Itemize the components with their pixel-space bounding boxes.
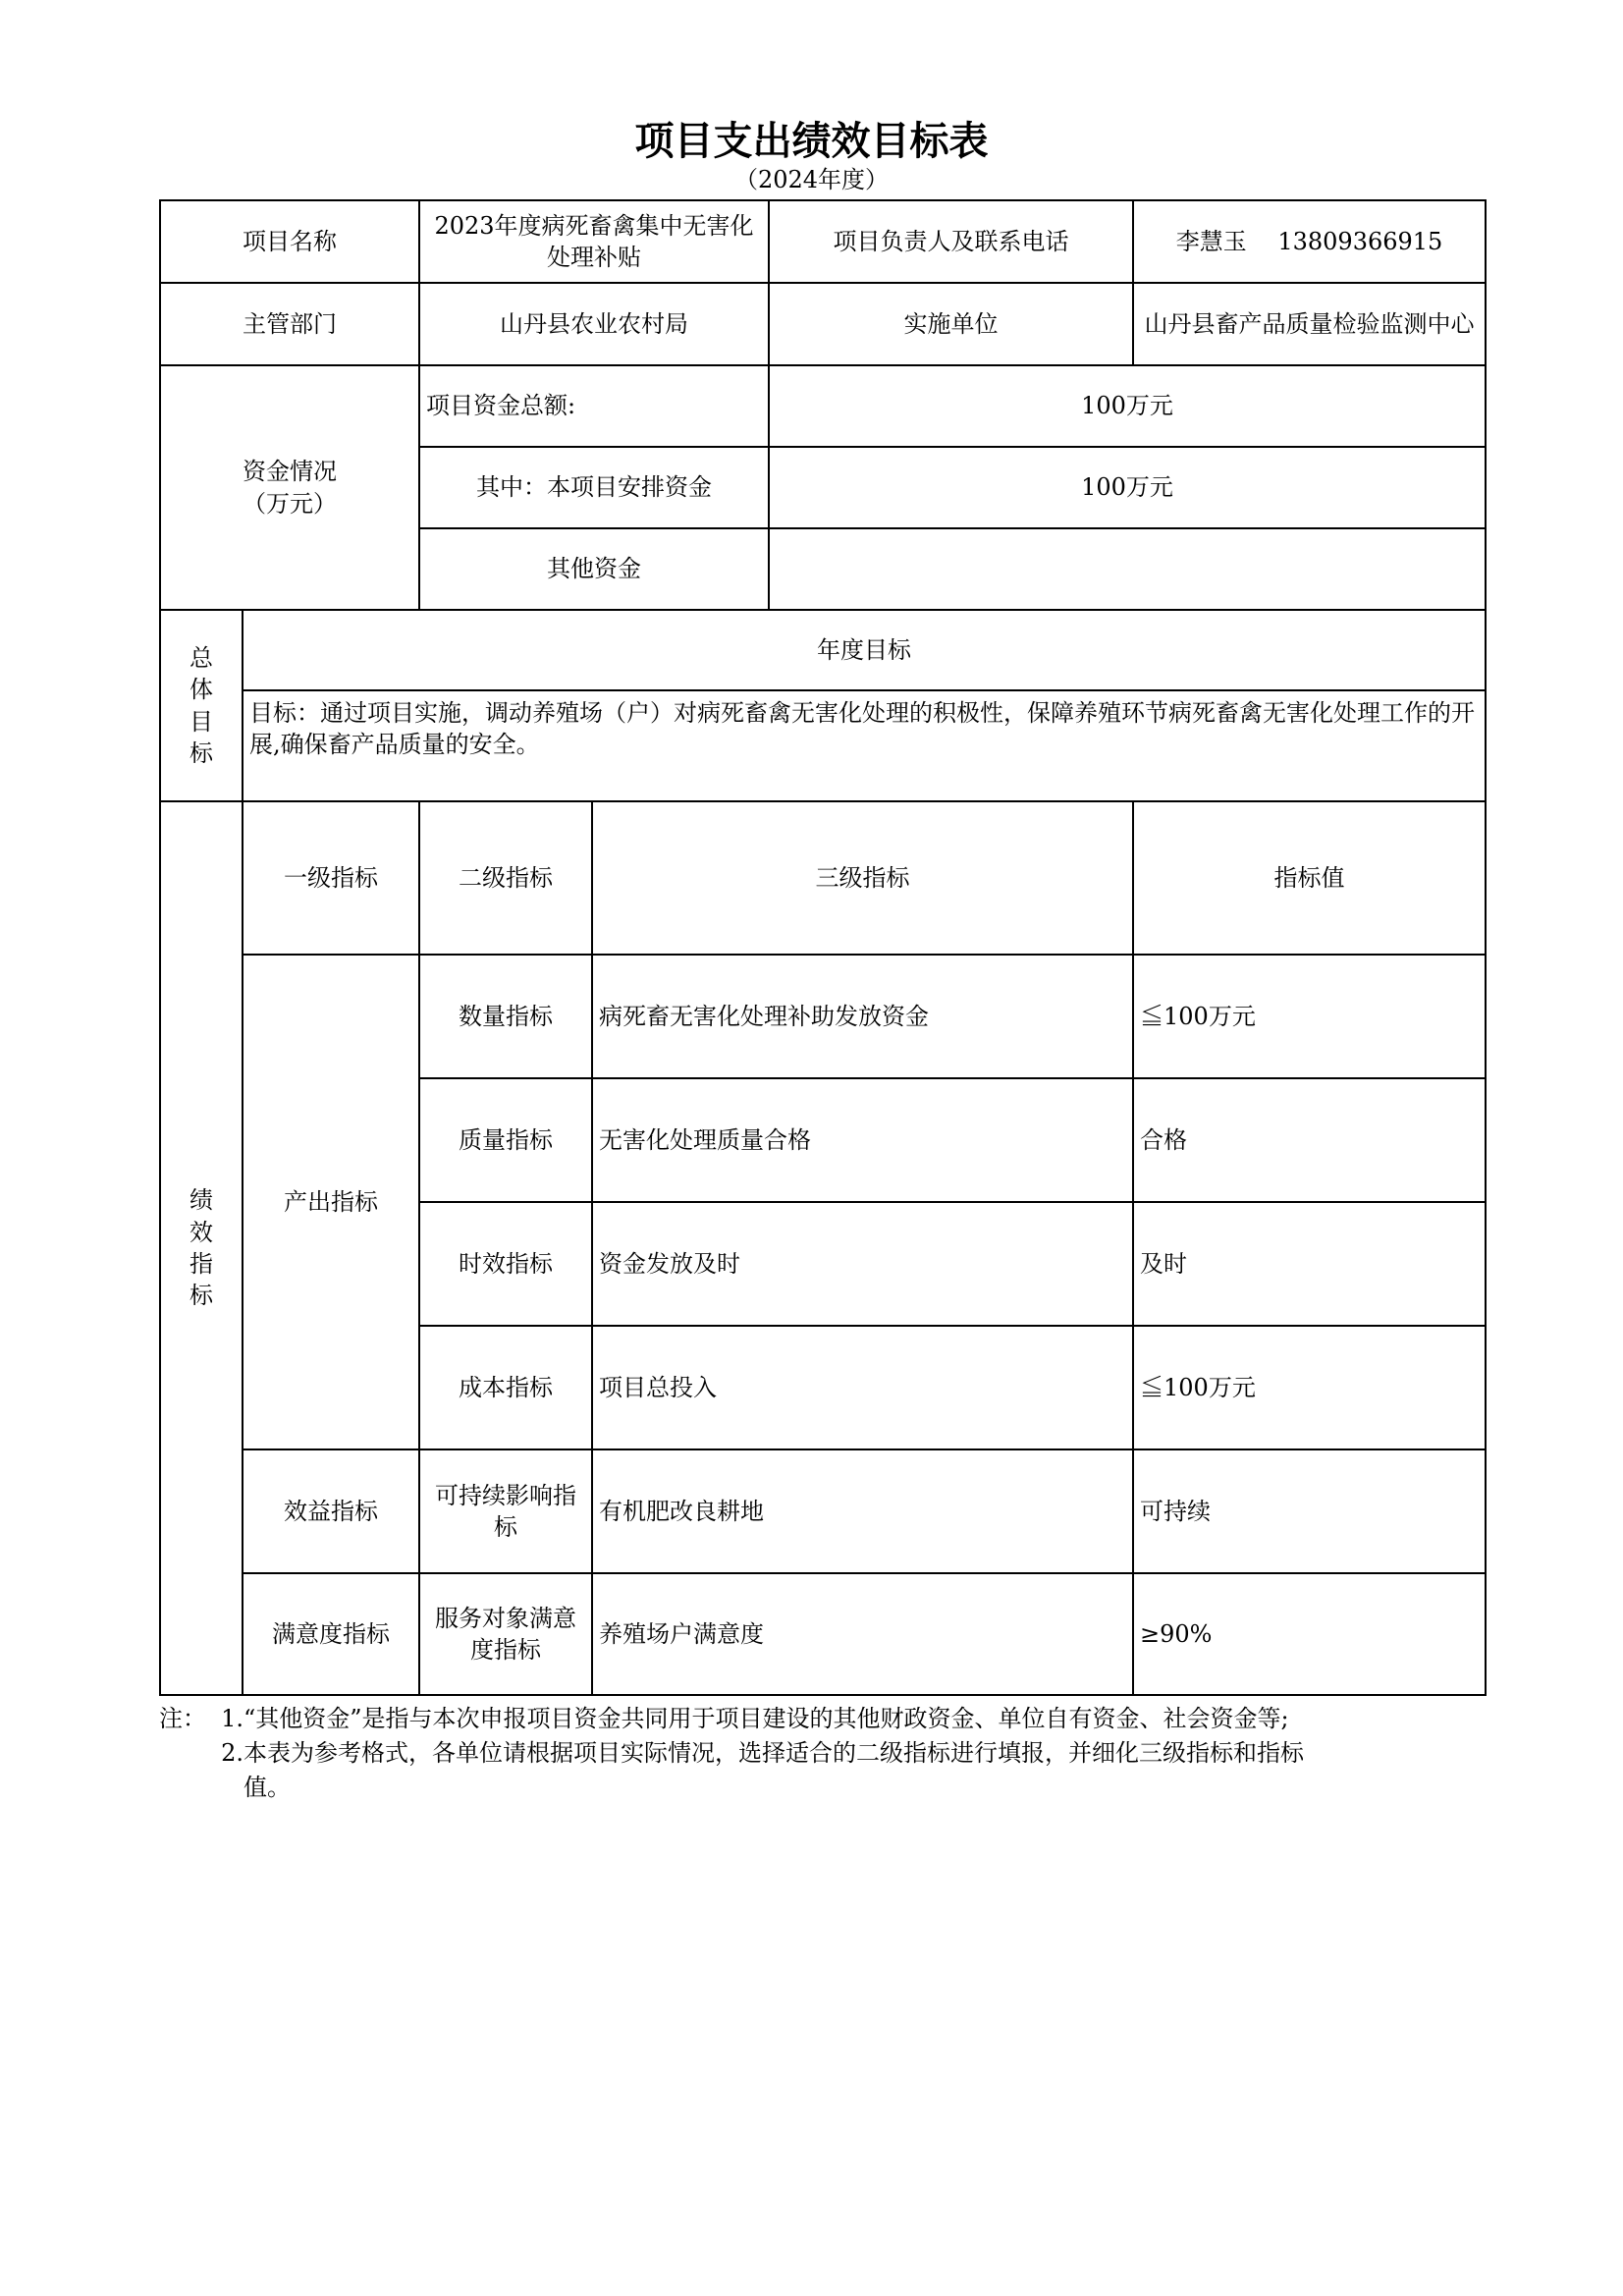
footnotes bbox=[159, 1702, 1318, 1804]
funds-label-line1: 资金情况 bbox=[243, 458, 337, 486]
level3-cell: 资金发放及时 bbox=[592, 1202, 1133, 1326]
footnote-text: 本表为参考格式，各单位请根据项目实际情况，选择适合的二级指标进行填报，并细化三级指标和指标值。 bbox=[243, 1738, 1304, 1801]
funds-label-line2: （万元） bbox=[243, 489, 337, 518]
page-title: 项目支出绩效目标表 bbox=[634, 119, 989, 164]
indicators-label-char: 指 bbox=[189, 1250, 213, 1278]
level2-cell: 质量指标 bbox=[419, 1078, 592, 1202]
project-name-value: 2023年度病死畜禽集中无害化处理补贴 bbox=[419, 200, 769, 283]
funds-arranged-value: 100万元 bbox=[769, 447, 1486, 528]
level2-cell: 服务对象满意度指标 bbox=[419, 1573, 592, 1695]
overall-label-char: 目 bbox=[189, 707, 213, 736]
level3-cell: 无害化处理质量合格 bbox=[592, 1078, 1133, 1202]
funds-other-label: 其他资金 bbox=[419, 528, 769, 610]
overall-target-label bbox=[160, 610, 243, 801]
indicators-label-char: 标 bbox=[189, 1282, 213, 1310]
value-cell: ≥90% bbox=[1133, 1573, 1486, 1695]
impl-unit-value: 山丹县畜产品质量检验监测中心 bbox=[1133, 283, 1486, 365]
project-name-label: 项目名称 bbox=[160, 200, 419, 283]
funds-label bbox=[160, 365, 419, 610]
funds-arranged-label: 其中：本项目安排资金 bbox=[419, 447, 769, 528]
value-cell: 可持续 bbox=[1133, 1449, 1486, 1573]
impl-unit-label: 实施单位 bbox=[769, 283, 1133, 365]
footnote-number: 1. bbox=[221, 1705, 243, 1732]
header-level1: 一级指标 bbox=[243, 801, 419, 955]
footnote-prefix: 注： bbox=[159, 1705, 206, 1732]
funds-total-value: 100万元 bbox=[769, 365, 1486, 447]
funds-total-label: 项目资金总额: bbox=[419, 365, 769, 447]
level3-cell: 有机肥改良耕地 bbox=[592, 1449, 1133, 1573]
indicators-label bbox=[160, 801, 243, 1695]
indicators-label-char: 绩 bbox=[189, 1186, 213, 1215]
level2-cell: 成本指标 bbox=[419, 1326, 592, 1449]
output-indicator-label: 产出指标 bbox=[243, 955, 419, 1449]
overall-label-char: 总 bbox=[189, 643, 213, 672]
level3-cell: 项目总投入 bbox=[592, 1326, 1133, 1449]
header-value: 指标值 bbox=[1133, 801, 1486, 955]
footnote-number: 2. bbox=[221, 1738, 243, 1767]
value-cell: 合格 bbox=[1133, 1078, 1486, 1202]
benefit-indicator-label: 效益指标 bbox=[243, 1449, 419, 1573]
footnote-text: “其他资金”是指与本次申报项目资金共同用于项目建设的其他财政资金、单位自有资金、社会资金等; bbox=[243, 1705, 1289, 1732]
funds-other-value bbox=[769, 528, 1486, 610]
year-target-label: 年度目标 bbox=[243, 610, 1486, 690]
dept-label: 主管部门 bbox=[160, 283, 419, 365]
header-level3: 三级指标 bbox=[592, 801, 1133, 955]
level3-cell: 养殖场户满意度 bbox=[592, 1573, 1133, 1695]
dept-value: 山丹县农业农村局 bbox=[419, 283, 769, 365]
overall-label-char: 标 bbox=[189, 738, 213, 767]
overall-label-char: 体 bbox=[189, 676, 213, 704]
satisfaction-indicator-label: 满意度指标 bbox=[243, 1573, 419, 1695]
project-leader-label: 项目负责人及联系电话 bbox=[769, 200, 1133, 283]
year-target-text: 目标：通过项目实施，调动养殖场（户）对病死畜禽无害化处理的积极性，保障养殖环节病死畜禽无害化处理工作的开展,确保畜产品质量的安全。 bbox=[243, 690, 1486, 801]
project-leader-value: 李慧玉 13809366915 bbox=[1133, 200, 1486, 283]
level2-cell: 可持续影响指标 bbox=[419, 1449, 592, 1573]
value-cell: ≦100万元 bbox=[1133, 955, 1486, 1078]
footnote-item bbox=[159, 1702, 1318, 1736]
level2-cell: 时效指标 bbox=[419, 1202, 592, 1326]
indicators-label-char: 效 bbox=[189, 1218, 213, 1246]
footnote-item bbox=[159, 1736, 1318, 1805]
performance-table bbox=[159, 199, 1487, 1696]
value-cell: ≦100万元 bbox=[1133, 1326, 1486, 1449]
header-level2: 二级指标 bbox=[419, 801, 592, 955]
value-cell: 及时 bbox=[1133, 1202, 1486, 1326]
level2-cell: 数量指标 bbox=[419, 955, 592, 1078]
page-subtitle: （2024年度） bbox=[733, 166, 890, 193]
level3-cell: 病死畜无害化处理补助发放资金 bbox=[592, 955, 1133, 1078]
